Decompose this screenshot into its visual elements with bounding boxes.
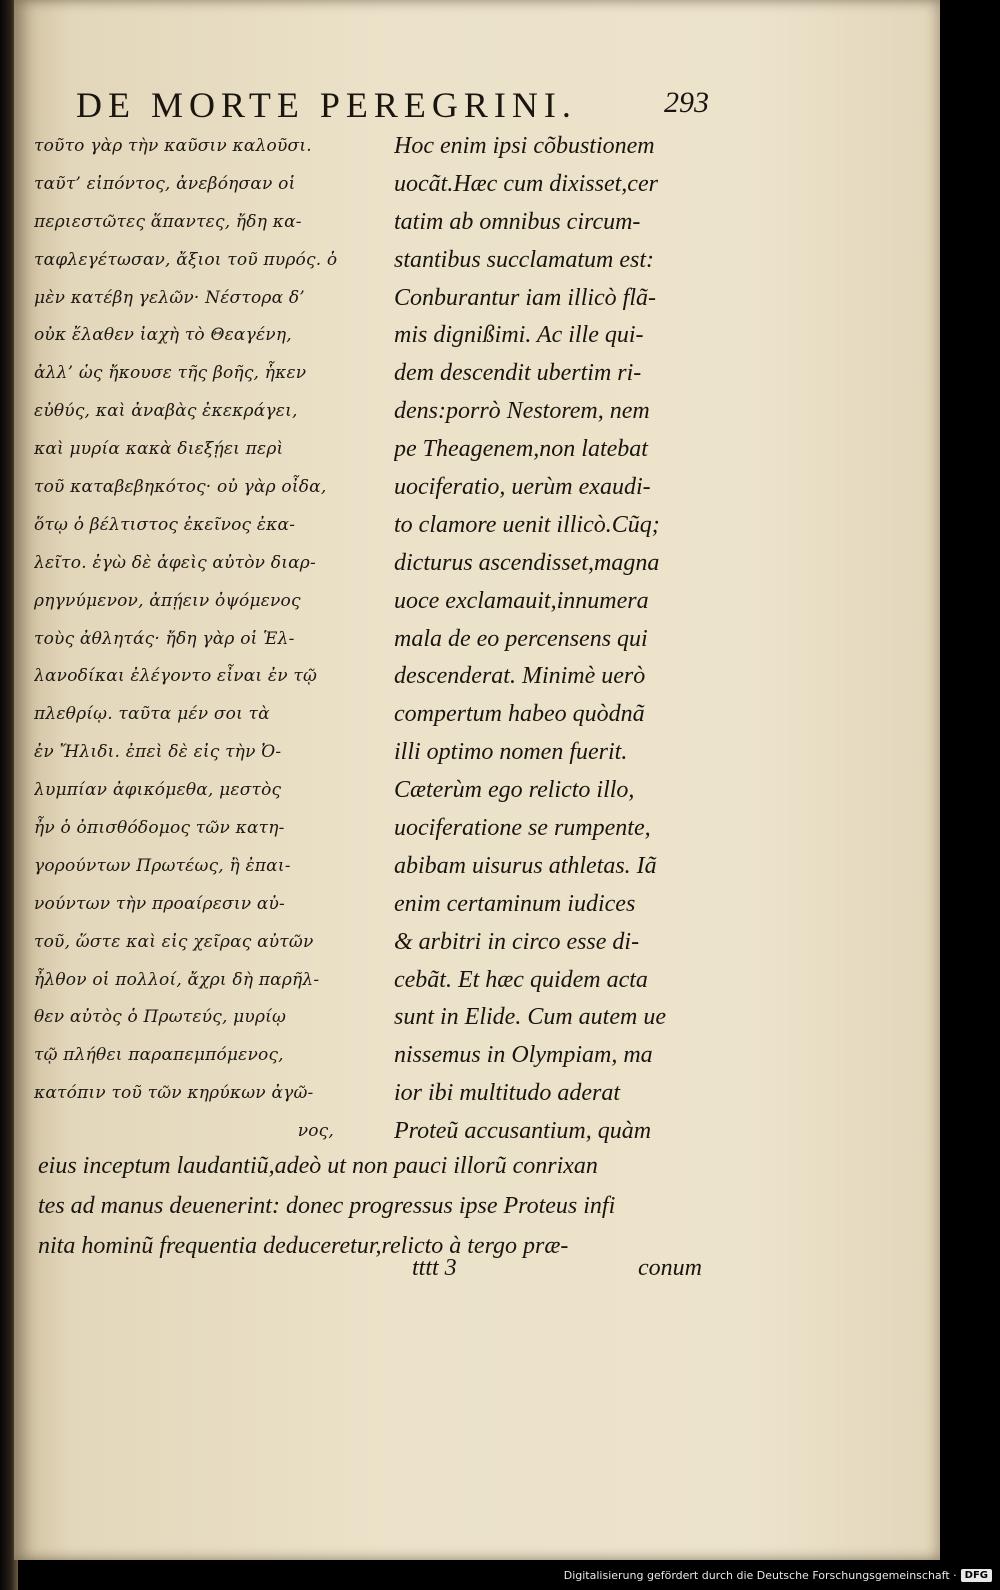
latin-text-line: Proteũ accusantium, quàm <box>394 1118 652 1145</box>
book-page <box>14 0 940 1560</box>
running-head: DE MORTE PEREGRINI. <box>76 85 577 125</box>
signature-mark: tttt 3 <box>412 1255 457 1281</box>
latin-text-line: sunt in Elide. Cum autem ue <box>394 1004 666 1031</box>
greek-text-line: ρηγνύμενον, ἀπῄειν ὀψόμενος <box>34 590 301 611</box>
full-width-text-line: eius inceptum laudantiũ,adeò ut non pauci illorũ conrixan <box>38 1153 598 1179</box>
latin-text-line: ior ibi multitudo aderat <box>394 1080 621 1107</box>
greek-text-line: νος, <box>297 1121 334 1142</box>
latin-text-line: descenderat. Minimè uerò <box>394 663 646 690</box>
latin-text-line: tatim ab omnibus circum- <box>394 208 641 235</box>
greek-text-line: λεῖτο. ἐγὼ δὲ ἀφεὶς αὐτὸν διαρ- <box>34 552 316 573</box>
latin-text-line: uociferatio, uerùm exaudi- <box>394 474 651 501</box>
latin-text-line: cebãt. Et hæc quidem acta <box>394 966 648 993</box>
digitization-footer <box>564 1564 992 1586</box>
greek-text-line: τοὺς ἀθλητάς· ἤδη γὰρ οἱ Ἑλ- <box>34 628 295 649</box>
latin-text-line: uoce exclamauit,innumera <box>394 587 649 614</box>
greek-text-line: εὐθύς, καὶ ἀναβὰς ἐκεκράγει, <box>34 401 298 422</box>
latin-text-line: uociferatione se rumpente, <box>394 815 651 842</box>
greek-text-line: θεν αὐτὸς ὁ Πρωτεύς, μυρίῳ <box>34 1007 287 1028</box>
latin-text-line: nissemus in Olympiam, ma <box>394 1042 653 1069</box>
greek-text-line: τῷ πλήθει παραπεμπόμενος, <box>34 1045 284 1066</box>
dfg-logo-icon: DFG <box>961 1569 992 1582</box>
greek-text-line: τοῦτο γὰρ τὴν καῦσιν καλοῦσι. <box>34 136 312 156</box>
latin-text-line: dicturus ascendisset,magna <box>394 549 660 576</box>
full-width-text-line: tes ad manus deuenerint: donec progressus ipse Proteus infi <box>38 1193 616 1219</box>
latin-text-line: uocãt.Hæc cum dixisset,cer <box>394 170 658 197</box>
latin-text-line: stantibus succlamatum est: <box>394 246 654 273</box>
latin-text-line: illi optimo nomen fuerit. <box>394 739 628 766</box>
greek-text-line: περιεστῶτες ἅπαντες, ἤδη κα- <box>34 211 302 232</box>
full-width-text <box>38 1146 728 1266</box>
greek-text-line: ἀλλ’ ὡς ἤκουσε τῆς βοῆς, ἧκεν <box>34 363 307 384</box>
latin-text-line: Cæterùm ego relicto illo, <box>394 777 635 804</box>
catchword: conum <box>638 1255 702 1281</box>
greek-text-line: κατόπιν τοῦ τῶν κηρύκων ἀγῶ- <box>34 1083 314 1104</box>
latin-text-line: Conburantur iam illicò flã- <box>394 284 657 311</box>
greek-text-line: ταῦτ’ εἰπόντος, ἀνεβόησαν οἱ <box>34 173 296 194</box>
latin-text-line: mala de eo percensens qui <box>394 625 648 652</box>
latin-text-line: mis dignißimi. Ac ille qui- <box>394 322 644 349</box>
full-width-text-line: nita hominũ frequentia deduceretur,relicto à tergo præ- <box>38 1233 569 1259</box>
greek-text-line: ἦν ὁ ὀπισθόδομος τῶν κατη- <box>34 818 285 839</box>
latin-text-line: Hoc enim ipsi cõbustionem <box>394 133 655 159</box>
latin-column <box>394 128 724 1151</box>
latin-text-line: & arbitri in circo esse di- <box>394 928 640 955</box>
greek-text-line: καὶ μυρία κακὰ διεξῄει περὶ <box>34 439 284 460</box>
greek-text-line: νούντων τὴν προαίρεσιν αὐ- <box>34 893 286 914</box>
greek-text-line: λανοδίκαι ἐλέγοντο εἶναι ἐν τῷ <box>34 666 318 687</box>
greek-text-line: μὲν κατέβη γελῶν· Νέστορα δ’ <box>34 287 305 308</box>
page-number: 293 <box>664 86 709 119</box>
latin-text-line: to clamore uenit illicò.Cũq; <box>394 511 660 538</box>
latin-text-line: pe Theagenem,non latebat <box>394 436 648 463</box>
greek-text-line: ὅτῳ ὁ βέλτιστος ἐκεῖνος ἐκα- <box>34 514 296 535</box>
latin-text-line: enim certaminum iudices <box>394 890 636 917</box>
latin-text-line: dem descendit ubertim ri- <box>394 360 642 387</box>
greek-text-line: ἦλθον οἱ πολλοί, ἄχρι δὴ παρῆλ- <box>34 969 320 990</box>
greek-text-line: πλεθρίῳ. ταῦτα μέν σοι τὰ <box>34 704 270 725</box>
greek-text-line: ἐν Ἤλιδι. ἐπεὶ δὲ εἰς τὴν Ὀ- <box>34 742 282 763</box>
greek-text-line: ταφλεγέτωσαν, ἄξιοι τοῦ πυρός. ὁ <box>34 249 338 270</box>
greek-text-line: λυμπίαν ἀφικόμεθα, μεστὸς <box>34 780 282 801</box>
latin-text-line: compertum habeo quòdnã <box>394 701 645 728</box>
greek-text-line: οὐκ ἔλαθεν ἰαχὴ τὸ Θεαγένη, <box>34 325 292 346</box>
greek-text-line: τοῦ καταβεβηκότος· οὐ γὰρ οἶδα, <box>34 477 327 498</box>
latin-text-line: dens:porrò Nestorem, nem <box>394 398 650 425</box>
latin-text-line: abibam uisurus athletas. Iã <box>394 852 657 879</box>
greek-text-line: τοῦ, ὥστε καὶ εἰς χεῖρας αὐτῶν <box>34 931 314 952</box>
greek-text-line: γορούντων Πρωτέως, ἢ ἐπαι- <box>34 855 291 876</box>
greek-column <box>34 128 374 1151</box>
footer-credit: Digitalisierung gefördert durch die Deutsche Forschungsgemeinschaft · <box>563 1568 957 1582</box>
